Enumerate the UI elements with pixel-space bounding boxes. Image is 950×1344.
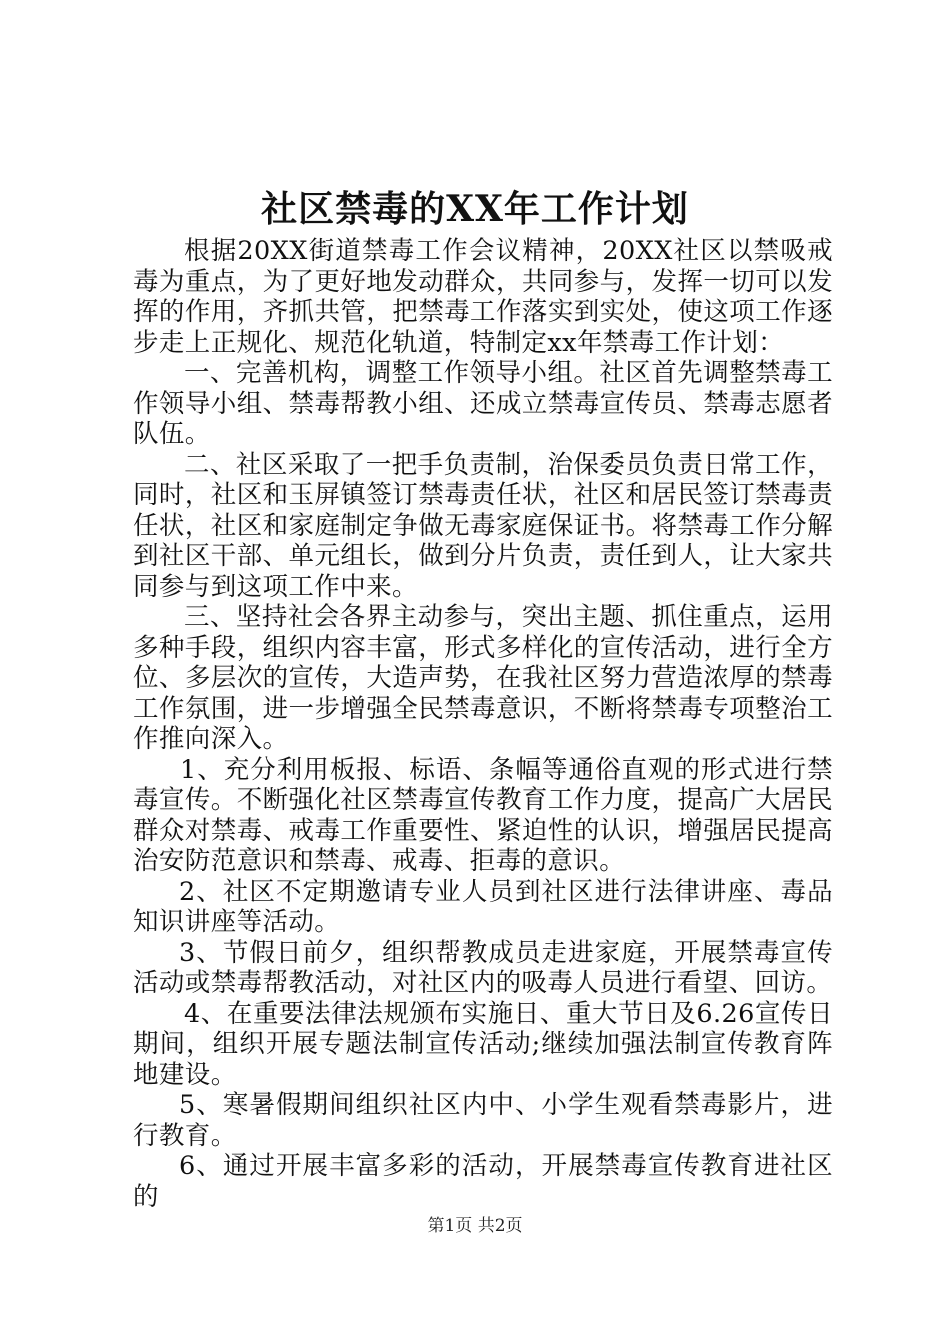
paragraph-section-2: 二、社区采取了一把手负责制，治保委员负责日常工作，同时，社区和玉屏镇签订禁毒责任状，社区和居民签订禁毒责任状，社区和家庭制定争做无毒家庭保证书。将禁毒工作分解到社区干部、单元组长，做到分片负责，责任到人，让大家共同参与到这项工作中来。: [133, 449, 833, 602]
paragraph-item-4: 4、在重要法律法规颁布实施日、重大节日及6.26宣传日期间，组织开展专题法制宣传活动;继续加强法制宣传教育阵地建设。: [133, 998, 833, 1090]
paragraph-item-6: 6、通过开展丰富多彩的活动，开展禁毒宣传教育进社区的: [133, 1151, 833, 1212]
paragraph-item-2: 2、社区不定期邀请专业人员到社区进行法律讲座、毒品知识讲座等活动。: [133, 876, 833, 937]
document-title: 社区禁毒的XX年工作计划: [261, 188, 689, 230]
page-number-footer: 第1页 共2页: [427, 1216, 523, 1236]
paragraph-section-1: 一、完善机构，调整工作领导小组。社区首先调整禁毒工作领导小组、禁毒帮教小组、还成立禁毒宣传员、禁毒志愿者队伍。: [133, 358, 833, 449]
paragraph-intro: 根据20XX街道禁毒工作会议精神，20XX社区以禁吸戒毒为重点，为了更好地发动群众，共同参与，发挥一切可以发挥的作用，齐抓共管，把禁毒工作落实到实处，使这项工作逐步走上正规化、规范化轨道，特制定xx年禁毒工作计划：: [133, 236, 833, 358]
paragraph-item-3: 3、节假日前夕，组织帮教成员走进家庭，开展禁毒宣传活动或禁毒帮教活动，对社区内的吸毒人员进行看望、回访。: [133, 937, 833, 998]
paragraph-item-1: 1、充分利用板报、标语、条幅等通俗直观的形式进行禁毒宣传。不断强化社区禁毒宣传教育工作力度，提高广大居民群众对禁毒、戒毒工作重要性、紧迫性的认识，增强居民提高治安防范意识和禁毒、戒毒、拒毒的意识。: [133, 754, 833, 876]
paragraph-section-3: 三、坚持社会各界主动参与，突出主题、抓住重点，运用多种手段，组织内容丰富，形式多样化的宣传活动，进行全方位、多层次的宣传，大造声势，在我社区努力营造浓厚的禁毒工作氛围，进一步增强全民禁毒意识，不断将禁毒专项整治工作推向深入。: [133, 602, 833, 754]
document-body: [133, 236, 833, 1212]
paragraph-item-5: 5、寒暑假期间组织社区内中、小学生观看禁毒影片，进行教育。: [133, 1090, 833, 1151]
